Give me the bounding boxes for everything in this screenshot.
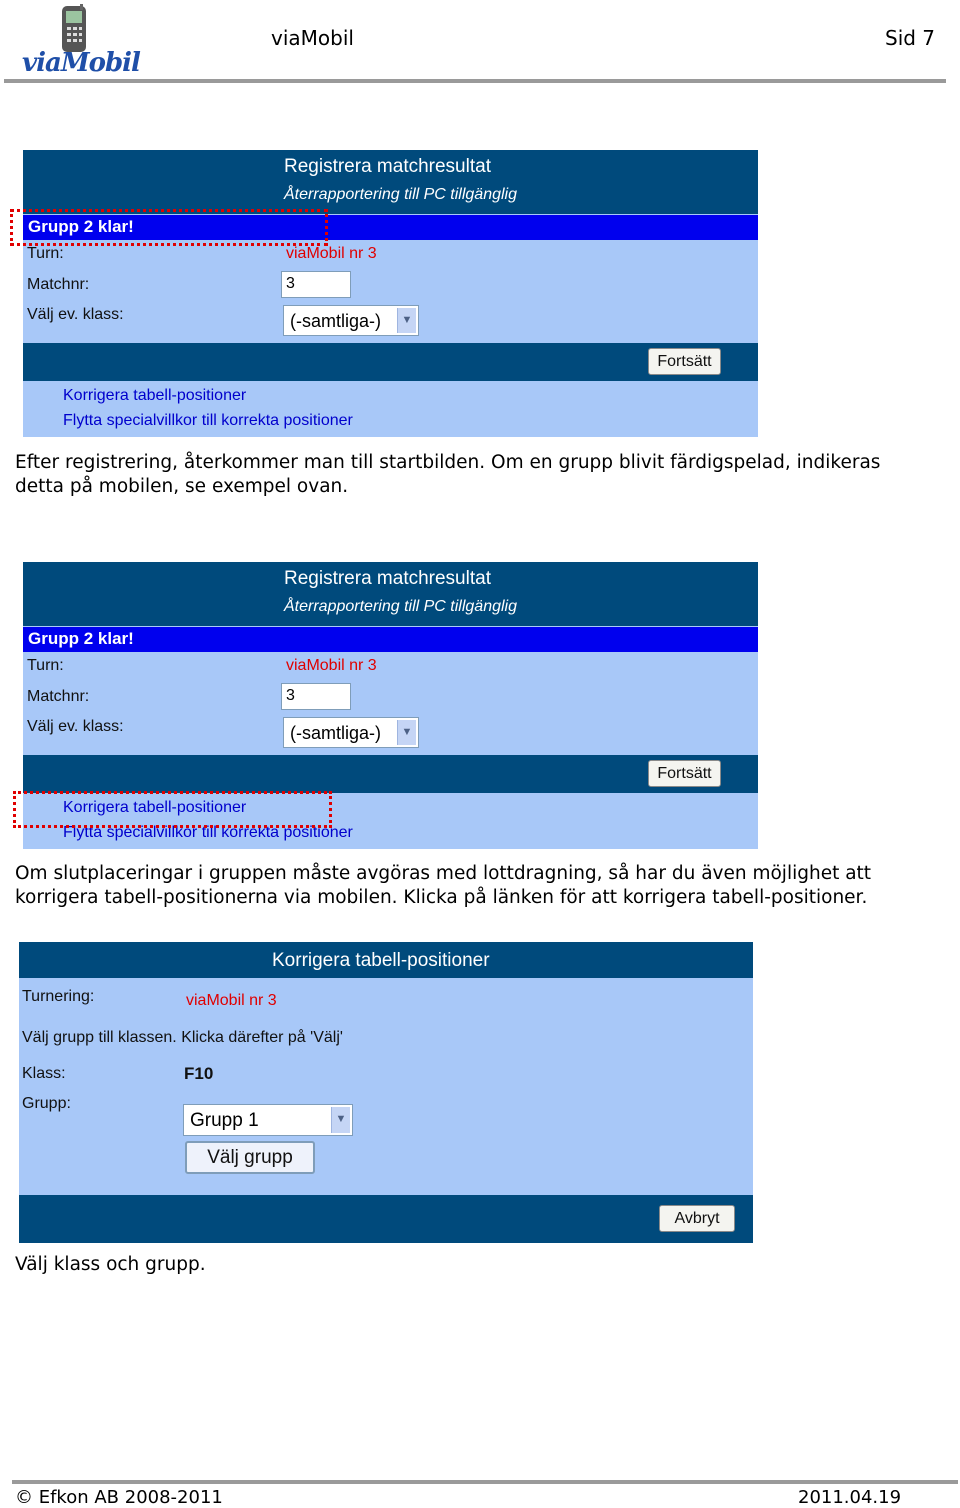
cancel-button[interactable]: Avbryt [659, 1205, 735, 1232]
chevron-down-icon: ▼ [397, 308, 416, 333]
class-label: Välj ev. klass: [27, 718, 124, 735]
chevron-down-icon: ▼ [397, 720, 416, 745]
screen-subtitle: Återrapportering till PC tillgänglig [284, 598, 517, 615]
match-label: Matchnr: [27, 688, 90, 705]
screenshot-register-result [23, 150, 758, 437]
footer-copyright: © Efkon AB 2008-2011 [15, 1487, 223, 1508]
link-correct-positions[interactable]: Korrigera tabell-positioner [63, 387, 247, 404]
header-divider [4, 79, 946, 83]
turn-value: viaMobil nr 3 [286, 657, 377, 674]
turn-label: Turn: [27, 245, 64, 262]
button-bar [23, 755, 758, 793]
group-label: Grupp: [22, 1095, 71, 1112]
choose-group-button[interactable]: Välj grupp [185, 1141, 315, 1174]
class-label: Välj ev. klass: [27, 306, 124, 323]
tournament-value: viaMobil nr 3 [186, 992, 277, 1009]
continue-button[interactable]: Fortsätt [648, 760, 721, 787]
instruction-text: Välj grupp till klassen. Klicka därefter på 'Välj' [22, 1029, 343, 1046]
group-done-banner: Grupp 2 klar! [23, 215, 758, 240]
match-number-input[interactable]: 3 [281, 271, 351, 298]
highlight-box-link [13, 791, 332, 828]
turn-label: Turn: [27, 657, 64, 674]
screen-subtitle: Återrapportering till PC tillgänglig [284, 186, 517, 203]
tournament-label: Turnering: [22, 988, 95, 1005]
footer-date: 2011.04.19 [798, 1487, 902, 1508]
continue-button[interactable]: Fortsätt [648, 348, 721, 375]
class-value: F10 [184, 1064, 214, 1083]
class-select[interactable]: (-samtliga-) ▼ [283, 305, 419, 336]
title-bar [23, 150, 758, 214]
button-bar [23, 343, 758, 381]
viamobil-logo [18, 4, 140, 78]
screen-title: Registrera matchresultat [284, 568, 491, 589]
group-done-banner: Grupp 2 klar! [23, 627, 758, 652]
link-move-special-conditions[interactable]: Flytta specialvillkor till korrekta positioner [63, 824, 353, 841]
footer-divider [12, 1480, 958, 1484]
title-bar [23, 562, 758, 626]
logo-text: viaMobil [22, 48, 140, 78]
match-number-input[interactable]: 3 [281, 683, 351, 710]
turn-value: viaMobil nr 3 [286, 245, 377, 262]
paragraph-2: Om slutplaceringar i gruppen måste avgöras med lottdragning, så har du även möjlighet att korrigera tabell-positionerna via mobilen. Klicka på länken för att korrigera tabell-positioner. [15, 863, 872, 908]
highlight-box-banner [10, 209, 328, 246]
chevron-down-icon: ▼ [331, 1107, 350, 1133]
screen-title: Registrera matchresultat [284, 156, 491, 177]
link-move-special-conditions[interactable]: Flytta specialvillkor till korrekta positioner [63, 412, 353, 429]
button-bar [19, 1195, 753, 1243]
page-number: Sid 7 [885, 26, 936, 50]
title-bar [19, 942, 753, 978]
group-select[interactable]: Grupp 1 ▼ [183, 1104, 353, 1136]
match-label: Matchnr: [27, 276, 90, 293]
header-title: viaMobil [271, 26, 354, 50]
screenshot-correct-positions [19, 942, 753, 1243]
class-label: Klass: [22, 1065, 66, 1082]
paragraph-3: Välj klass och grupp. [15, 1254, 206, 1275]
screen-title: Korrigera tabell-positioner [272, 950, 490, 971]
paragraph-1: Efter registrering, återkommer man till startbilden. Om en grupp blivit färdigspelad, indikeras detta på mobilen, se exempel ovan. [15, 452, 881, 497]
class-select[interactable]: (-samtliga-) ▼ [283, 717, 419, 748]
link-correct-positions[interactable]: Korrigera tabell-positioner [63, 799, 247, 816]
